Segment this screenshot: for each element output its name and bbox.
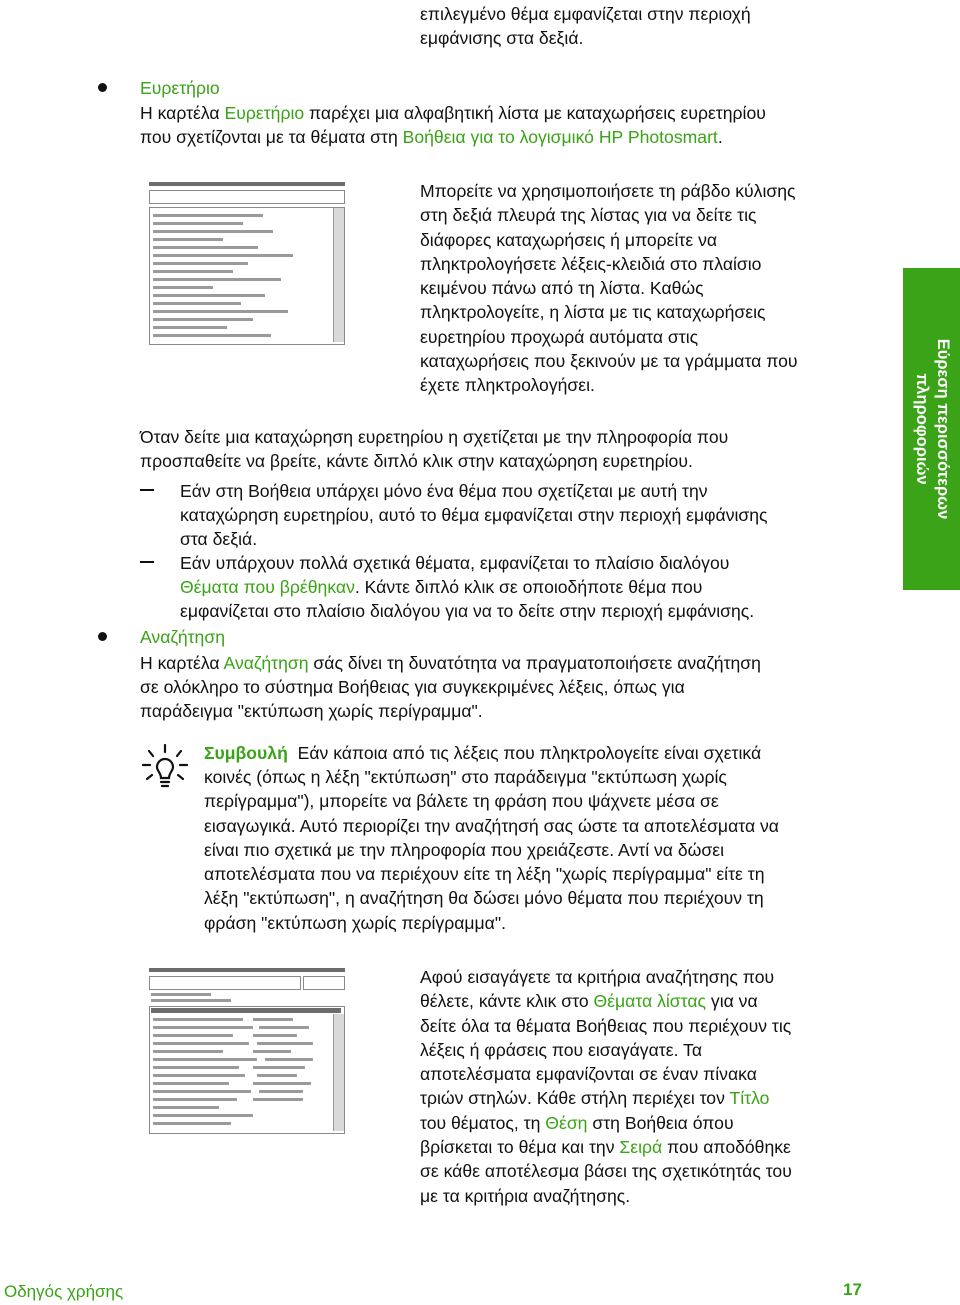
footer-guide-title: Οδηγός χρήσης xyxy=(4,1282,124,1301)
text-line: Μπορείτε να χρησιμοποιήσετε τη ράβδο κύλισης xyxy=(420,181,796,201)
text-span: Εάν κάποια από τις λέξεις που πληκτρολογείτε είναι σχετικά xyxy=(287,743,762,763)
text-line: κοινές (όπως η λέξη "εκτύπωση" στο παράδειγμα "εκτύπωση χωρίς xyxy=(204,767,727,787)
dash1-line-2: καταχώρηση ευρετηρίου, αυτό το θέμα εμφανίζεται στην περιοχή εμφάνισης xyxy=(180,505,768,525)
text-line: Αφού εισαγάγετε τα κριτήρια αναζήτησης που xyxy=(420,967,775,987)
text-line: περίγραμμα"), μπορείτε να βάλετε τη φράση που ψάχνετε μέσα σε xyxy=(204,791,719,812)
text-line: λέξεις ή φράσεις που εισαγάγατε. Τα xyxy=(420,1039,703,1060)
side-tab xyxy=(903,268,960,590)
side-tab-label xyxy=(911,339,953,520)
text-line xyxy=(420,1135,860,1159)
text-span: Η καρτέλα xyxy=(140,653,224,673)
continuation-line-2: εμφάνισης στα δεξιά. xyxy=(420,28,584,48)
text-line: λέξη "εκτύπωση", η αναζήτηση θα δώσει μόνο θέματα που περιέχουν τη xyxy=(204,888,764,909)
search-heading: Αναζήτηση xyxy=(140,627,225,647)
text-line: εισαγωγικά. Αυτό περιορίζει την αναζήτησή σας ώστε τα αποτελέσματα να xyxy=(204,815,779,836)
search-tab-screenshot xyxy=(147,966,347,1134)
side-tab-line-1: Εύρεση περισσότερων xyxy=(933,338,952,520)
text-span: τριών στηλών. Κάθε στήλη περιέχει τον xyxy=(420,1088,730,1109)
index-para-line-2: προσπαθείτε να βρείτε, κάντε διπλό κλικ στην καταχώρηση ευρετηρίου. xyxy=(140,451,693,471)
text-span: παρέχει μια αλφαβητική λίστα με καταχωρήσεις ευρετηρίου xyxy=(304,103,766,123)
text-line: αποτελέσματα που να περιέχουν είτε τη λέξη "χωρίς περίγραμμα" είτε τη xyxy=(204,864,765,885)
continuation-line-1: επιλεγμένο θέμα εμφανίζεται στην περιοχή xyxy=(420,4,751,24)
dash1-line-3: στα δεξιά. xyxy=(180,529,258,549)
text-span: που σχετίζονται με τα θέματα στη xyxy=(140,127,403,147)
index-intro-line-2 xyxy=(140,125,723,149)
text-span: που αποδόθηκε xyxy=(662,1137,791,1158)
search-term: Αναζήτηση xyxy=(223,653,309,673)
topics-found-term: Θέματα που βρέθηκαν xyxy=(180,577,355,597)
text-line: αποτελέσματα εμφανίζονται σε έναν πίνακα xyxy=(420,1064,757,1085)
text-line: στη δεξιά πλευρά της λίστας για να δείτε τις xyxy=(420,205,757,226)
text-line: καταχωρήσεις που ξεκινούν με τα γράμματα που xyxy=(420,351,798,372)
index-tab-screenshot xyxy=(147,180,347,344)
search-line-1 xyxy=(140,651,761,675)
search-line-2: σε ολόκληρο το σύστημα Βοήθειας για συγκεκριμένες λέξεις, όπως για xyxy=(140,677,685,697)
index-intro-line-1 xyxy=(140,101,766,125)
bullet-icon xyxy=(98,83,107,92)
text-line: φράση "εκτύπωση χωρίς περίγραμμα". xyxy=(204,912,506,933)
text-line: με τα κριτήρια αναζήτησης. xyxy=(420,1185,631,1206)
help-link[interactable]: Βοήθεια για το λογισμικό HP Photosmart xyxy=(402,127,718,147)
dash2-line-3: εμφανίζεται στο πλαίσιο διαλόγου για να το δείτε στην περιοχή εμφάνισης. xyxy=(180,601,755,621)
dash1-line-1: Εάν στη Βοήθεια υπάρχει μόνο ένα θέμα που σχετίζεται με αυτή την xyxy=(180,481,708,501)
text-span: του θέματος, τη xyxy=(420,1112,546,1133)
page-number: 17 xyxy=(843,1280,862,1299)
lightbulb-icon xyxy=(142,743,188,793)
list-topics-term[interactable]: Θέματα λίστας xyxy=(593,991,707,1012)
text-line: σε κάθε αποτέλεσμα βάσει της σχετικότητάς του xyxy=(420,1161,792,1182)
text-line: είναι πιο σχετικά με την πληροφορία που χρειάζεστε. Αντί να δώσει xyxy=(204,839,725,860)
text-span: . Κάντε διπλό κλικ σε οποιοδήποτε θέμα που xyxy=(354,577,703,597)
tip-line-1 xyxy=(204,741,761,765)
text-line: πληκτρολογήσετε λέξεις-κλειδιά στο πλαίσιο xyxy=(420,253,762,274)
text-span: στη Βοήθεια όπου xyxy=(587,1112,734,1133)
location-term: Θέση xyxy=(545,1112,588,1133)
text-line: ευρετηρίου προχωρά αυτόματα στις xyxy=(420,326,699,347)
rank-term: Σειρά xyxy=(619,1137,663,1158)
text-line: πληκτρολογείτε, η λίστα με τις καταχωρήσεις xyxy=(420,302,766,323)
side-tab-line-2: πληροφοριών xyxy=(912,373,931,485)
text-line xyxy=(420,989,860,1013)
bullet-icon xyxy=(98,632,107,641)
results-text xyxy=(420,965,860,1208)
text-line xyxy=(420,1086,860,1110)
index-heading: Ευρετήριο xyxy=(140,78,220,98)
text-span: για να xyxy=(706,991,758,1012)
text-line: διάφορες καταχωρήσεις ή μπορείτε να xyxy=(420,229,718,250)
tip-body xyxy=(204,765,779,935)
search-line-3: παράδειγμα "εκτύπωση χωρίς περίγραμμα". xyxy=(140,701,483,721)
title-term: Τίτλο xyxy=(729,1088,770,1109)
text-span: θέλετε, κάντε κλικ στο xyxy=(420,991,594,1012)
text-span: βρίσκεται το θέμα και την xyxy=(420,1137,620,1158)
dash2-line-2 xyxy=(180,575,702,599)
index-para-line-1: Όταν δείτε μια καταχώρηση ευρετηρίου η σχετίζεται με την πληροφορία που xyxy=(140,427,729,447)
index-term: Ευρετήριο xyxy=(224,103,305,123)
index-side-text xyxy=(420,179,860,398)
dash2-line-1: Εάν υπάρχουν πολλά σχετικά θέματα, εμφανίζεται το πλαίσιο διαλόγου xyxy=(180,553,730,573)
text-line: κειμένου πάνω από τη λίστα. Καθώς xyxy=(420,278,704,299)
text-span: . xyxy=(717,127,723,147)
dash-icon xyxy=(140,489,154,491)
tip-label: Συμβουλή xyxy=(204,743,288,763)
text-span: σάς δίνει τη δυνατότητα να πραγματοποιήσετε αναζήτηση xyxy=(308,653,761,673)
text-span: Η καρτέλα xyxy=(140,103,225,123)
text-line: δείτε όλα τα θέματα Βοήθειας που περιέχουν τις xyxy=(420,1015,792,1036)
dash-icon xyxy=(140,561,154,563)
text-line xyxy=(420,1111,860,1135)
text-line: έχετε πληκτρολογήσει. xyxy=(420,375,595,396)
